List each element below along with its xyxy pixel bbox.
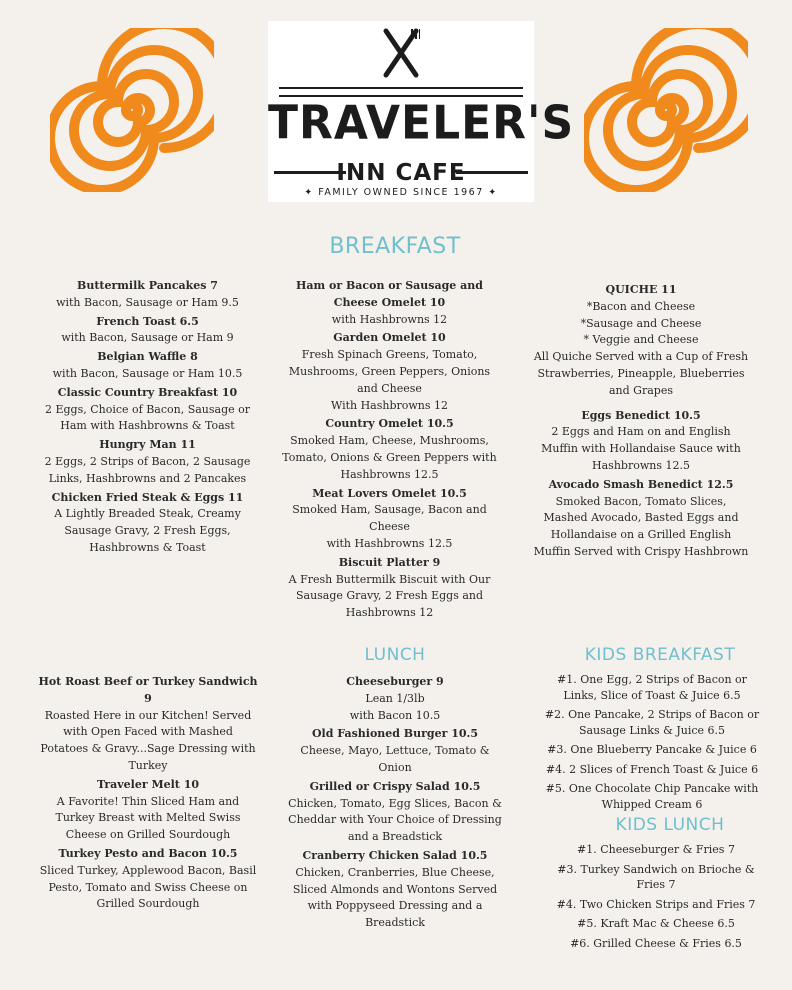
menu-item-name: Hungry Man 11 bbox=[99, 438, 196, 452]
menu-item-desc: 2 Eggs, 2 Strips of Bacon, 2 Sausage Links, Hashbrowns and 2 Pancakes bbox=[44, 454, 251, 485]
menu-item-desc: with Bacon, Sausage or Ham 9 bbox=[61, 331, 234, 345]
menu-item-desc: Cheese, Mayo, Lettuce, Tomato & Onion bbox=[300, 744, 490, 774]
menu-item-desc: Smoked Bacon, Tomato Slices, Mashed Avocado, Basted Eggs and Hollandaise on a Grilled English Muffin Served with Crispy Hashbrown bbox=[533, 494, 749, 558]
kids-lunch-list bbox=[548, 842, 764, 955]
logo-subtitle: INN CAFE bbox=[336, 160, 466, 186]
menu-item-desc: Sliced Turkey, Applewood Bacon, Basil Pesto, Tomato and Swiss Cheese on Grilled Sourdough bbox=[39, 863, 257, 911]
menu-item-desc: *Bacon and Cheese bbox=[586, 299, 696, 313]
menu-item bbox=[40, 437, 255, 487]
list-item: #2. One Pancake, 2 Strips of Bacon or Sausage Links & Juice 6.5 bbox=[544, 708, 760, 737]
menu-item-desc: Chicken, Tomato, Egg Slices, Bacon & Cheddar with Your Choice of Dressing and a Breadstick bbox=[288, 796, 502, 844]
menu-item-desc: Chicken, Cranberries, Blue Cheese, Sliced Almonds and Wontons Served with Poppyseed Dressing and a Breadstick bbox=[292, 865, 498, 930]
section-title-kids-breakfast: KIDS BREAKFAST bbox=[584, 645, 736, 665]
section-title-kids-lunch: KIDS LUNCH bbox=[615, 815, 725, 835]
menu-item bbox=[38, 846, 258, 913]
list-item: #3. Turkey Sandwich on Brioche & Fries 7 bbox=[557, 862, 755, 891]
menu-item-desc: with Bacon 10.5 bbox=[349, 708, 441, 722]
menu-item-desc: All Quiche Served with a Cup of Fresh Strawberries, Pineapple, Blueberries and Grapes bbox=[533, 350, 749, 397]
menu-item bbox=[532, 477, 750, 561]
logo-tagline: ✦ FAMILY OWNED SINCE 1967 ✦ bbox=[304, 187, 498, 198]
menu-item-desc: Roasted Here in our Kitchen! Served with Open Faced with Mashed Potatoes & Gravy...Sage Dressing with Turkey bbox=[40, 708, 256, 772]
menu-item-desc: Fresh Spinach Greens, Tomato, Mushrooms, Green Peppers, Onions and Cheese bbox=[288, 348, 491, 395]
menu-item bbox=[40, 278, 255, 312]
menu-item-name: Turkey Pesto and Bacon 10.5 bbox=[58, 846, 238, 860]
section-title-breakfast: BREAKFAST bbox=[329, 234, 461, 259]
menu-item-name: Hot Roast Beef or Turkey Sandwich 9 bbox=[38, 675, 258, 705]
menu-item-name: French Toast 6.5 bbox=[96, 314, 199, 328]
menu-item-name: Eggs Benedict 10.5 bbox=[581, 408, 701, 422]
menu-item-desc: A Fresh Buttermilk Biscuit with Our Sausage Gravy, 2 Fresh Eggs and Hashbrowns 12 bbox=[288, 572, 491, 620]
list-item: #6. Grilled Cheese & Fries 6.5 bbox=[570, 936, 742, 950]
menu-item bbox=[40, 490, 255, 557]
section-title-lunch: LUNCH bbox=[364, 645, 426, 665]
list-item: #4. Two Chicken Strips and Fries 7 bbox=[556, 897, 756, 911]
menu-item-name: Chicken Fried Steak & Eggs 11 bbox=[51, 490, 244, 504]
lunch-column-1 bbox=[38, 674, 258, 915]
menu-item-name: Biscuit Platter 9 bbox=[338, 555, 441, 569]
menu-item-desc: with Bacon, Sausage or Ham 9.5 bbox=[56, 295, 239, 309]
menu-item bbox=[40, 385, 255, 435]
menu-item-name: Grilled or Crispy Salad 10.5 bbox=[309, 779, 481, 793]
menu-item-name: Buttermilk Pancakes 7 bbox=[77, 279, 218, 292]
list-item: #1. One Egg, 2 Strips of Bacon or Links, Slice of Toast & Juice 6.5 bbox=[557, 673, 747, 702]
menu-item-name: Meat Lovers Omelet 10.5 bbox=[312, 486, 467, 500]
fork-and-knife-icon bbox=[382, 27, 420, 79]
menu-item bbox=[38, 777, 258, 844]
menu-item bbox=[286, 726, 504, 776]
list-item: #1. Cheeseburger & Fries 7 bbox=[577, 843, 735, 856]
menu-item-name: Cheeseburger 9 bbox=[346, 675, 444, 688]
menu-item bbox=[286, 848, 504, 932]
menu-item-name: Avocado Smash Benedict 12.5 bbox=[548, 477, 734, 491]
menu-item-desc: with Hashbrowns 12 bbox=[331, 312, 448, 326]
menu-item-desc: Lean 1/3lb bbox=[365, 691, 425, 705]
menu-item-name: Garden Omelet 10 bbox=[333, 331, 446, 345]
logo-rule bbox=[279, 87, 523, 89]
menu-item-desc: A Favorite! Thin Sliced Ham and Turkey Breast with Melted Swiss Cheese on Grilled Sourdough bbox=[55, 794, 241, 842]
menu-item-desc: * Veggie and Cheese bbox=[583, 333, 699, 347]
kids-breakfast-list bbox=[542, 672, 762, 816]
menu-item-name: Traveler Melt 10 bbox=[96, 777, 200, 791]
spiral-logo-right-icon bbox=[584, 28, 748, 192]
list-item: #5. Kraft Mac & Cheese 6.5 bbox=[577, 917, 735, 930]
menu-item-desc: with Hashbrowns 12.5 bbox=[326, 536, 453, 550]
menu-item bbox=[286, 674, 504, 724]
menu-item-name: Ham or Bacon or Sausage and Cheese Omelet 10 bbox=[296, 279, 483, 309]
menu-item bbox=[282, 330, 497, 414]
list-item: #3. One Blueberry Pancake & Juice 6 bbox=[547, 743, 757, 756]
menu-item-desc: 2 Eggs, Choice of Bacon, Sausage or Ham with Hashbrowns & Toast bbox=[44, 402, 251, 433]
menu-item-name: QUICHE 11 bbox=[605, 283, 677, 296]
menu-item-desc: with Bacon, Sausage or Ham 10.5 bbox=[52, 366, 243, 380]
menu-item bbox=[282, 555, 497, 622]
spiral-logo-left-icon bbox=[50, 28, 214, 192]
menu-item bbox=[282, 278, 497, 328]
menu-item bbox=[532, 408, 750, 475]
menu-item-desc: Smoked Ham, Sausage, Bacon and Cheese bbox=[292, 503, 487, 534]
menu-item bbox=[40, 349, 255, 383]
menu-item-name: Country Omelet 10.5 bbox=[325, 417, 454, 431]
menu-item bbox=[38, 674, 258, 775]
menu-item-desc: Smoked Ham, Cheese, Mushrooms, Tomato, Onions & Green Peppers with Hashbrowns 12.5 bbox=[282, 434, 497, 481]
menu-item-name: Classic Country Breakfast 10 bbox=[57, 385, 238, 399]
menu-item bbox=[286, 779, 504, 846]
menu-item-desc: 2 Eggs and Ham on and English Muffin with Hollandaise Sauce with Hashbrowns 12.5 bbox=[541, 425, 741, 472]
menu-item-name: Old Fashioned Burger 10.5 bbox=[311, 727, 479, 741]
list-item: #4. 2 Slices of French Toast & Juice 6 bbox=[545, 762, 759, 776]
menu-item-desc: A Lightly Breaded Steak, Creamy Sausage Gravy, 2 Fresh Eggs, Hashbrowns & Toast bbox=[54, 507, 241, 554]
menu-item bbox=[40, 314, 255, 348]
logo-title: TRAVELER'S bbox=[268, 96, 575, 151]
breakfast-column-3 bbox=[532, 282, 750, 563]
list-item: #5. One Chocolate Chip Pancake with Whipped Cream 6 bbox=[545, 782, 759, 811]
breakfast-column-1 bbox=[40, 278, 255, 559]
menu-item bbox=[282, 486, 497, 553]
menu-item-desc: *Sausage and Cheese bbox=[580, 316, 702, 330]
menu-item bbox=[532, 282, 750, 400]
menu-item-desc: With Hashbrowns 12 bbox=[330, 398, 449, 412]
restaurant-logo bbox=[268, 21, 575, 202]
menu-item-name: Belgian Waffle 8 bbox=[97, 350, 198, 364]
breakfast-column-2 bbox=[282, 278, 497, 624]
menu-item-name: Cranberry Chicken Salad 10.5 bbox=[302, 848, 488, 862]
lunch-column-2 bbox=[286, 674, 504, 934]
menu-item bbox=[282, 416, 497, 483]
